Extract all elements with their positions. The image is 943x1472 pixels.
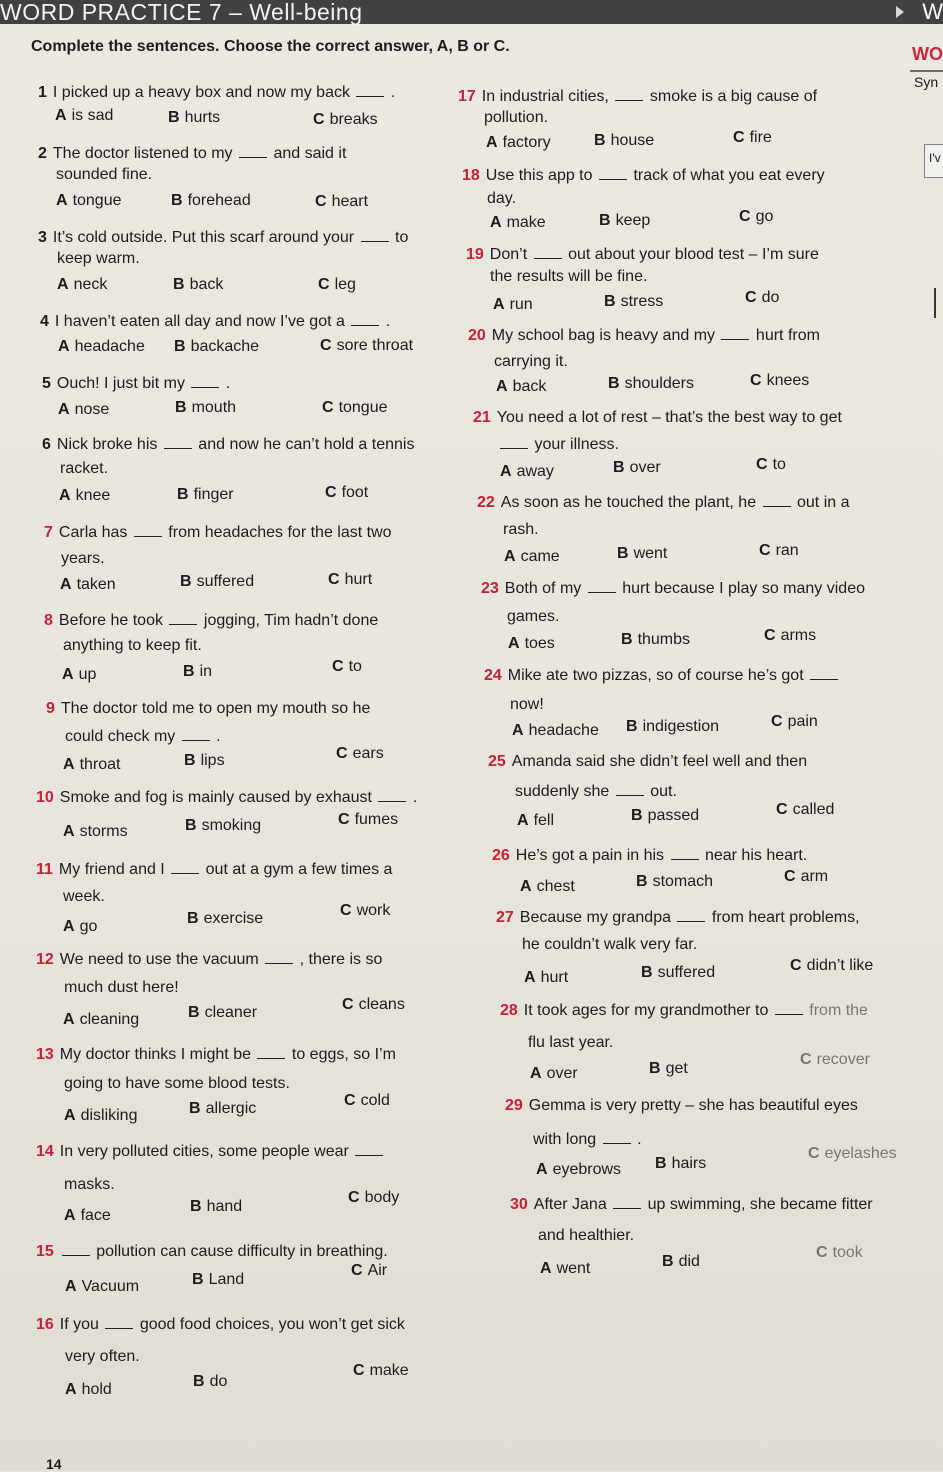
answer-blank[interactable]	[763, 492, 791, 507]
option-b[interactable]: B hairs	[655, 1155, 707, 1172]
option-b[interactable]: B over	[613, 459, 661, 476]
option-b[interactable]: B cleaner	[188, 1004, 258, 1021]
question-3: 3 It’s cold outside. Put this scarf around your to	[38, 229, 409, 246]
question-23: 23 Both of my hurt because I play so many video	[481, 580, 865, 597]
option-a[interactable]: A nose	[58, 401, 110, 418]
option-a[interactable]: A fell	[517, 812, 555, 829]
side-box	[924, 144, 943, 178]
option-a[interactable]: A hold	[65, 1381, 112, 1398]
option-c[interactable]: C fumes	[338, 811, 399, 828]
side-tab-divider	[910, 70, 943, 72]
option-c[interactable]: C hurt	[328, 571, 373, 588]
answer-blank[interactable]	[603, 1129, 631, 1144]
question-2-line2: sounded fine.	[56, 166, 153, 183]
option-c[interactable]: C work	[340, 902, 391, 919]
question-17-line2: pollution.	[484, 109, 549, 126]
option-a[interactable]: A neck	[57, 276, 108, 293]
question-9-line2: could check my .	[65, 728, 221, 745]
option-c[interactable]: C make	[353, 1362, 409, 1379]
question-18: 18 Use this app to track of what you eat every	[462, 167, 825, 184]
header-corner-letter: W	[922, 0, 943, 24]
option-c[interactable]: C ears	[336, 745, 384, 762]
question-11-line2: week.	[63, 888, 105, 905]
option-a[interactable]: A face	[64, 1207, 111, 1224]
question-21: 21 You need a lot of rest – that’s the best way to get	[473, 409, 842, 426]
option-a[interactable]: A make	[490, 214, 546, 231]
page-title: WORD PRACTICE 7 – Well-being	[0, 0, 363, 25]
answer-blank[interactable]	[356, 82, 384, 97]
answer-blank[interactable]	[677, 907, 705, 922]
question-3-line2: keep warm.	[57, 250, 140, 267]
option-b[interactable]: B hurts	[168, 109, 221, 126]
option-b[interactable]: B stomach	[636, 873, 714, 890]
question-1: 1 I picked up a heavy box and now my back .	[38, 84, 396, 101]
answer-blank[interactable]	[182, 726, 210, 741]
option-c[interactable]: C tongue	[322, 399, 388, 416]
answer-blank[interactable]	[721, 325, 749, 340]
option-b[interactable]: B mouth	[175, 399, 237, 416]
option-a[interactable]: A knee	[59, 487, 111, 504]
answer-blank[interactable]	[810, 665, 838, 680]
option-b[interactable]: B shoulders	[608, 375, 694, 392]
answer-blank[interactable]	[62, 1241, 90, 1256]
exercise-instruction: Complete the sentences. Choose the correct answer, A, B or C.	[31, 38, 510, 55]
option-c[interactable]: C knees	[750, 372, 810, 389]
option-b[interactable]: B indigestion	[626, 718, 720, 735]
option-b[interactable]: B Land	[192, 1271, 245, 1288]
option-a[interactable]: A over	[530, 1065, 578, 1082]
answer-blank[interactable]	[171, 859, 199, 874]
option-a[interactable]: A go	[63, 918, 98, 935]
answer-blank[interactable]	[616, 781, 644, 796]
option-c[interactable]: C eyelashes	[808, 1145, 897, 1162]
option-b[interactable]: B hand	[190, 1198, 243, 1215]
side-tab-subheading: Syn	[914, 74, 939, 90]
option-c[interactable]: C body	[348, 1189, 400, 1206]
option-a[interactable]: A run	[493, 296, 533, 313]
option-b[interactable]: B house	[594, 132, 655, 149]
option-c[interactable]: C took	[816, 1244, 863, 1261]
question-28-line2: flu last year.	[528, 1034, 614, 1051]
question-24-line2: now!	[510, 696, 544, 713]
option-b[interactable]: B stress	[604, 293, 664, 310]
option-a[interactable]: A eyebrows	[536, 1161, 622, 1178]
question-14: 14 In very polluted cities, some people wear	[36, 1141, 385, 1162]
option-a[interactable]: A throat	[63, 756, 121, 773]
option-a[interactable]: A is sad	[55, 107, 114, 124]
question-12-line2: much dust here!	[64, 979, 179, 996]
option-c[interactable]: C pain	[771, 713, 818, 730]
answer-blank[interactable]	[361, 227, 389, 242]
question-22: 22 As soon as he touched the plant, he out in a	[477, 494, 850, 511]
option-a[interactable]: A cleaning	[63, 1011, 140, 1028]
question-16-line2: very often.	[65, 1348, 140, 1365]
option-c[interactable]: C cold	[344, 1092, 390, 1109]
question-20-line2: carrying it.	[494, 353, 568, 370]
question-4: 4 I haven’t eaten all day and now I’ve got a .	[40, 313, 391, 330]
question-12: 12 We need to use the vacuum , there is so	[36, 951, 383, 968]
answer-blank[interactable]	[615, 86, 643, 101]
option-c[interactable]: C recover	[800, 1051, 870, 1068]
option-a[interactable]: A disliking	[64, 1107, 138, 1124]
question-29-line2: with long .	[533, 1131, 642, 1148]
answer-blank[interactable]	[164, 434, 192, 449]
question-25: 25 Amanda said she didn’t feel well and then	[488, 753, 808, 770]
answer-blank[interactable]	[599, 165, 627, 180]
header-bar	[0, 0, 943, 24]
page-number: 14	[46, 1456, 62, 1472]
question-14-line2: masks.	[64, 1176, 115, 1193]
option-c[interactable]: C do	[745, 289, 780, 306]
option-a[interactable]: A headache	[58, 338, 145, 355]
option-a[interactable]: A came	[504, 548, 560, 565]
option-c[interactable]: C fire	[733, 129, 772, 146]
question-9: 9 The doctor told me to open my mouth so he	[46, 700, 371, 717]
option-b[interactable]: B keep	[599, 212, 651, 229]
option-c[interactable]: C ran	[759, 542, 799, 559]
option-c[interactable]: C to	[332, 658, 362, 675]
option-c[interactable]: C to	[756, 456, 786, 473]
question-22-line2: rash.	[503, 521, 539, 538]
option-b[interactable]: B finger	[177, 486, 234, 503]
option-a[interactable]: A away	[500, 463, 554, 480]
option-b[interactable]: B backache	[174, 338, 260, 355]
question-17: 17 In industrial cities, smoke is a big cause of	[458, 88, 818, 105]
answer-blank[interactable]	[588, 578, 616, 593]
question-25-line2: suddenly she out.	[515, 783, 677, 800]
answer-blank[interactable]	[613, 1194, 641, 1209]
question-29: 29 Gemma is very pretty – she has beautiful eyes	[505, 1097, 858, 1114]
option-b[interactable]: B went	[617, 545, 668, 562]
answer-blank[interactable]	[534, 244, 562, 259]
question-15: 15 pollution can cause difficulty in breathing.	[36, 1243, 388, 1260]
question-11: 11 My friend and I out at a gym a few times a	[36, 861, 393, 878]
answer-blank[interactable]	[775, 1000, 803, 1015]
question-10: 10 Smoke and fog is mainly caused by exhaust .	[36, 789, 418, 806]
answer-blank[interactable]	[671, 845, 699, 860]
option-c[interactable]: C arm	[784, 868, 829, 885]
option-c[interactable]: C didn’t like	[790, 957, 874, 974]
answer-blank[interactable]	[239, 143, 267, 158]
question-24: 24 Mike ate two pizzas, so of course he’s got	[484, 665, 840, 686]
option-c[interactable]: C arms	[764, 627, 817, 644]
option-b[interactable]: B back	[173, 276, 224, 293]
answer-blank[interactable]	[500, 434, 528, 449]
option-c[interactable]: C Air	[351, 1262, 388, 1279]
option-c[interactable]: C foot	[325, 484, 369, 501]
question-18-line2: day.	[487, 190, 517, 207]
question-26: 26 He’s got a pain in his near his heart.	[492, 847, 808, 864]
question-21-line2: your illness.	[498, 434, 619, 455]
question-13-line2: going to have some blood tests.	[64, 1075, 290, 1092]
option-a[interactable]: A taken	[60, 576, 116, 593]
question-6: 6 Nick broke his and now he can’t hold a tennis	[42, 436, 415, 453]
answer-blank[interactable]	[257, 1044, 285, 1059]
question-20: 20 My school bag is heavy and my hurt from	[468, 327, 820, 344]
option-a[interactable]: A chest	[520, 878, 575, 895]
question-27: 27 Because my grandpa from heart problems,	[496, 909, 860, 926]
question-23-line2: games.	[507, 608, 560, 625]
option-b[interactable]: B passed	[631, 807, 700, 824]
option-b[interactable]: B in	[183, 663, 213, 680]
answer-blank[interactable]	[191, 373, 219, 388]
option-b[interactable]: B forehead	[171, 192, 251, 209]
option-c[interactable]: C leg	[318, 276, 356, 293]
option-c[interactable]: C cleans	[342, 996, 405, 1013]
option-a[interactable]: A went	[540, 1260, 591, 1277]
option-b[interactable]: B smoking	[185, 817, 262, 834]
question-16: 16 If you good food choices, you won’t get sick	[36, 1316, 405, 1333]
option-c[interactable]: C heart	[315, 193, 369, 210]
question-8: 8 Before he took jogging, Tim hadn’t done	[44, 612, 379, 629]
question-30-line2: and healthier.	[538, 1227, 635, 1244]
option-c[interactable]: C sore throat	[320, 337, 414, 354]
question-19: 19 Don’t out about your blood test – I’m sure	[466, 246, 819, 263]
option-a[interactable]: A toes	[508, 635, 555, 652]
option-a[interactable]: A factory	[486, 134, 551, 151]
option-b[interactable]: B suffered	[180, 573, 255, 590]
option-a[interactable]: A tongue	[56, 192, 122, 209]
question-7-line2: years.	[61, 550, 105, 567]
option-b[interactable]: B get	[649, 1060, 688, 1077]
option-a[interactable]: A headache	[512, 722, 599, 739]
option-a[interactable]: A hurt	[524, 969, 569, 986]
option-a[interactable]: A storms	[63, 823, 128, 840]
option-b[interactable]: B suffered	[641, 964, 716, 981]
answer-blank[interactable]	[169, 610, 197, 625]
side-tab-heading: WO	[912, 44, 943, 64]
option-b[interactable]: B exercise	[187, 910, 264, 927]
side-margin-mark	[934, 288, 936, 318]
answer-blank[interactable]	[105, 1314, 133, 1329]
option-b[interactable]: B allergic	[189, 1100, 257, 1117]
answer-blank[interactable]	[378, 787, 406, 802]
option-b[interactable]: B do	[193, 1373, 228, 1390]
question-19-line2: the results will be fine.	[490, 268, 648, 285]
option-b[interactable]: B did	[662, 1253, 700, 1270]
option-a[interactable]: A up	[62, 666, 97, 683]
option-c[interactable]: C breaks	[313, 111, 378, 128]
question-8-line2: anything to keep fit.	[63, 637, 202, 654]
option-c[interactable]: C called	[776, 801, 835, 818]
question-27-line2: he couldn’t walk very far.	[522, 936, 698, 953]
answer-blank[interactable]	[355, 1141, 383, 1156]
question-13: 13 My doctor thinks I might be to eggs, so I’m	[36, 1046, 396, 1063]
question-28: 28 It took ages for my grandmother to from the	[500, 1002, 868, 1019]
option-a[interactable]: A back	[496, 378, 547, 395]
question-2: 2 The doctor listened to my and said it	[38, 145, 347, 162]
answer-blank[interactable]	[134, 522, 162, 537]
side-box-text: I'v	[929, 151, 941, 165]
question-30: 30 After Jana up swimming, she became fitter	[510, 1196, 873, 1213]
answer-blank[interactable]	[351, 311, 379, 326]
answer-blank[interactable]	[265, 949, 293, 964]
question-5: 5 Ouch! I just bit my .	[42, 375, 231, 392]
question-7: 7 Carla has from headaches for the last two	[44, 524, 392, 541]
option-c[interactable]: C go	[739, 208, 774, 225]
option-b[interactable]: B thumbs	[621, 631, 691, 648]
option-b[interactable]: B lips	[184, 752, 225, 769]
option-a[interactable]: A Vacuum	[65, 1278, 140, 1295]
question-6-line2: racket.	[60, 460, 109, 477]
